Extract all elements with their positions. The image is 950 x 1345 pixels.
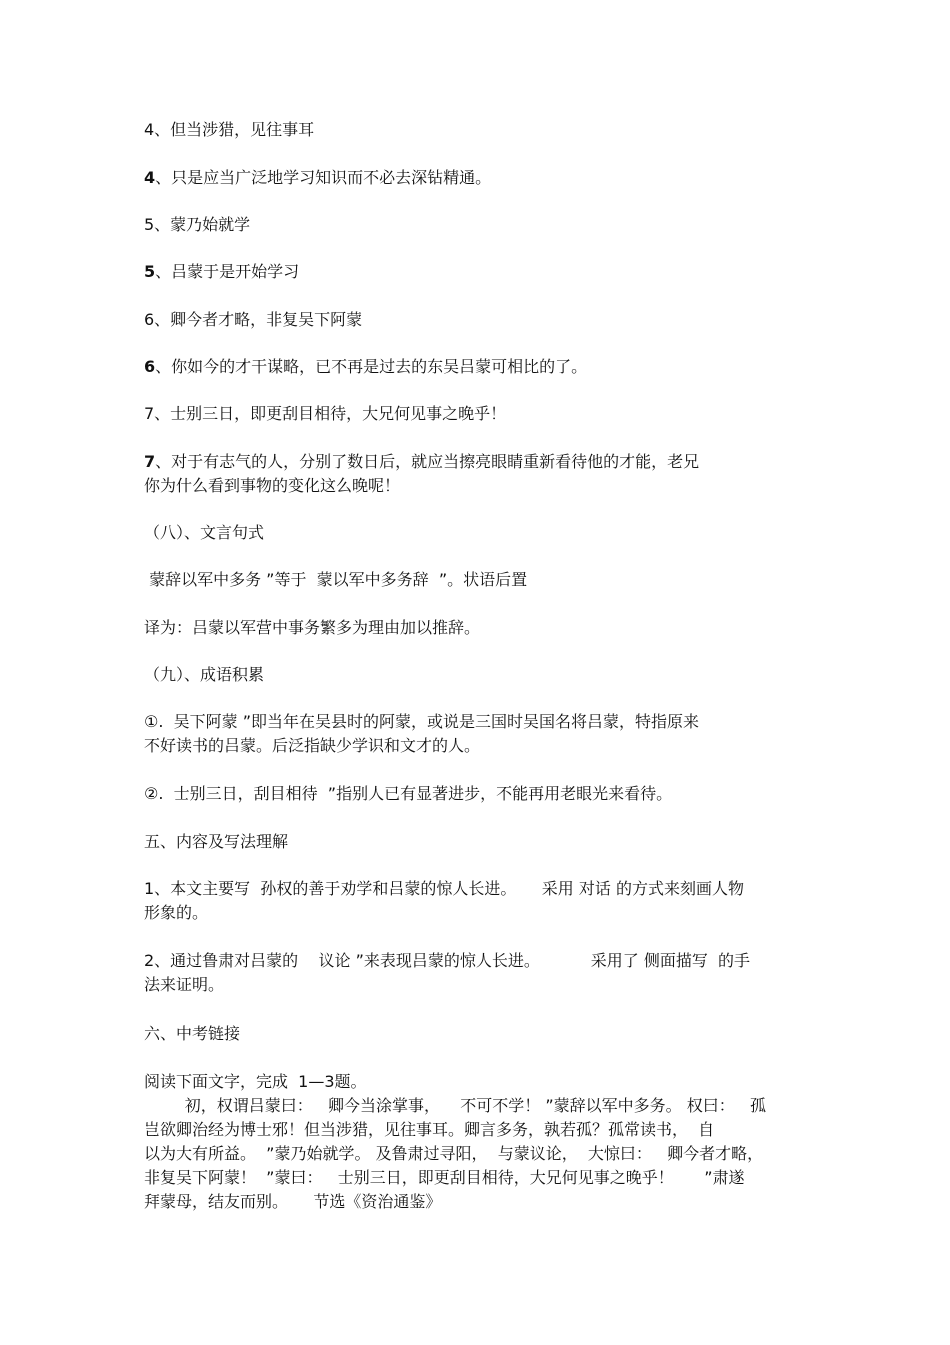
sentence-translation-line: 译为：吕蒙以军营中事务繁多为理由加以推辞。 bbox=[144, 618, 481, 637]
line-translation-6: 6、你如今的才干谋略，已不再是过去的东吴吕蒙可相比的了。 bbox=[144, 357, 588, 376]
reading-passage: 阅读下面文字，完成 1—3题。 初，权谓吕蒙曰： 卿今当涂掌事， 不可不学！ ”蒙辞以军中多务。 权曰： 孤 岂欲卿治经为博士邪！但当涉猎，见往事耳。卿言多务，孰若孤？孤常读书， 自 以为大有所益。 ”蒙乃始就学。 及鲁肃过寻阳， 与蒙议论， 大惊曰： 卿今者才略， 非复吴下阿蒙！ ”蒙曰： 士别三日，即更刮目相待，大兄何见事之晚乎！ ”肃遂 拜蒙母，结友而别。 节选《资治通鉴》 bbox=[144, 1072, 767, 1211]
idiom-item-2: ②. 士别三日，刮目相待 ”指别人已有显著进步，不能再用老眼光来看待。 bbox=[144, 784, 673, 803]
section-heading-8: （八）、文言句式 bbox=[144, 523, 265, 542]
section-heading-6: 六、中考链接 bbox=[144, 1024, 241, 1043]
line-original-4: 4、但当涉猎，见往事耳 bbox=[144, 120, 315, 139]
line-translation-4: 4、只是应当广泛地学习知识而不必去深钻精通。 bbox=[144, 168, 492, 187]
line-translation-7: 7、对于有志气的人，分别了数日后，就应当擦亮眼睛重新看待他的才能，老兄 你为什么看到事物的变化这么晚呢！ bbox=[144, 452, 700, 495]
line-original-7: 7、士别三日，即更刮目相待，大兄何见事之晚乎！ bbox=[144, 404, 507, 423]
section-heading-9: （九）、成语积累 bbox=[144, 665, 265, 684]
section-heading-5: 五、内容及写法理解 bbox=[144, 832, 289, 851]
content-item-1: 1、本文主要写 孙权的善于劝学和吕蒙的惊人长进。 采用 对话 的方式来刻画人物 形象的。 bbox=[144, 879, 744, 922]
idiom-item-1: ①. 吴下阿蒙 ”即当年在吴县时的阿蒙，或说是三国时吴国名将吕蒙，特指原来 不好读书的吕蒙。后泛指缺少学识和文才的人。 bbox=[144, 712, 699, 755]
content-item-2: 2、通过鲁肃对吕蒙的 议论 ”来表现吕蒙的惊人长进。 采用了 侧面描写 的手 法来证明。 bbox=[144, 951, 751, 994]
line-original-6: 6、卿今者才略，非复吴下阿蒙 bbox=[144, 310, 363, 329]
line-original-5: 5、蒙乃始就学 bbox=[144, 215, 251, 234]
line-translation-5: 5、吕蒙于是开始学习 bbox=[144, 262, 300, 281]
sentence-pattern-line: 蒙辞以军中多务 ”等于 蒙以军中多务辞 ”。状语后置 bbox=[144, 570, 528, 589]
